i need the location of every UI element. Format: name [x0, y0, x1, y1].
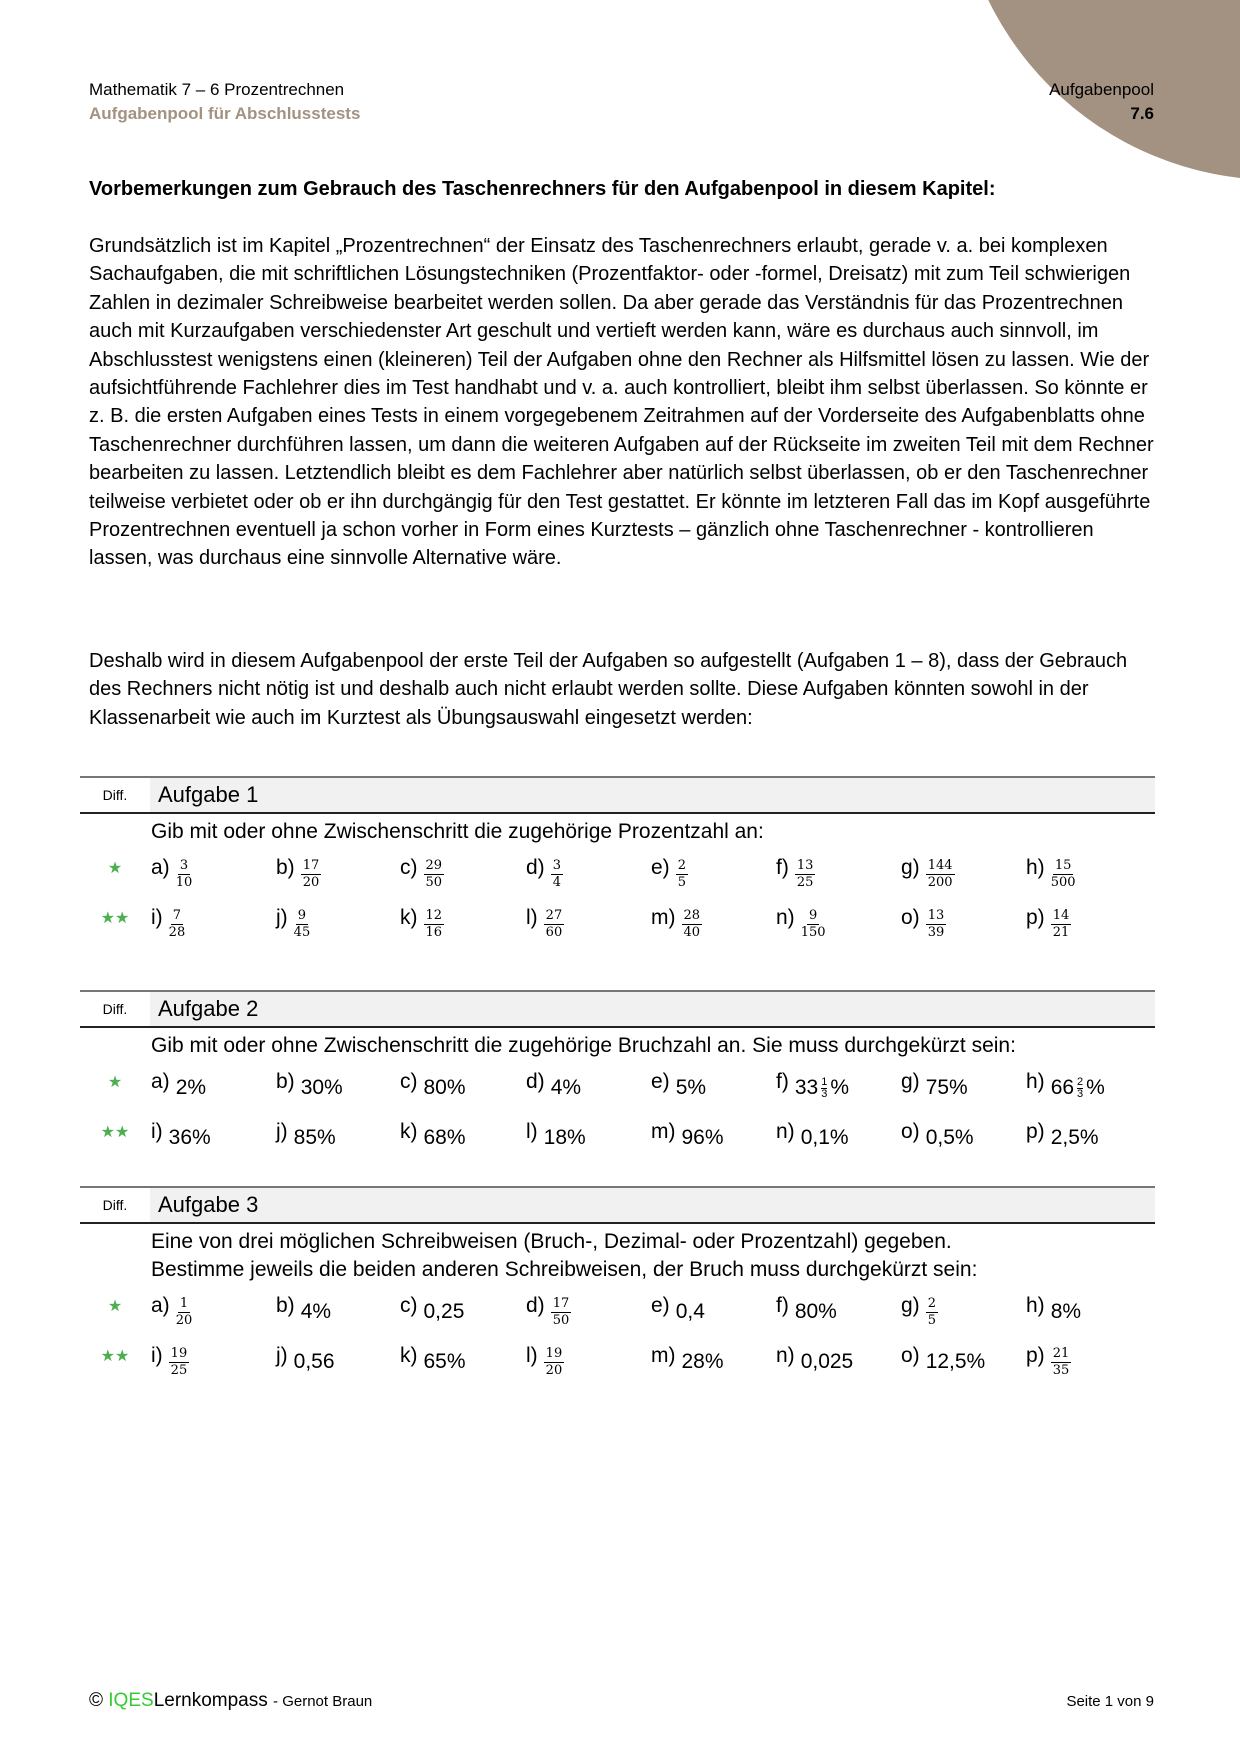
- header-right: [1049, 78, 1154, 126]
- numerator: 13: [796, 858, 814, 873]
- fraction: [544, 908, 565, 941]
- item-label: b): [276, 1070, 295, 1093]
- item-value: 0,4: [675, 1300, 705, 1323]
- item-value: 0,5%: [925, 1126, 974, 1149]
- item-value: 65%: [423, 1350, 466, 1373]
- page-number: Seite 1 von 9: [1066, 1693, 1154, 1710]
- footer-separator: -: [273, 1693, 283, 1710]
- denominator: 20: [545, 1363, 563, 1378]
- exercise-item: [276, 1120, 336, 1150]
- fraction: [795, 858, 816, 891]
- denominator: 500: [1050, 875, 1076, 890]
- numerator: 19: [545, 1346, 563, 1361]
- item-value: 85%: [293, 1126, 336, 1149]
- exercise-item: [400, 1294, 464, 1324]
- item-label: h): [1026, 1294, 1045, 1317]
- item-label: l): [526, 1120, 538, 1143]
- exercise-item: [901, 1344, 985, 1374]
- denominator: 21: [1052, 925, 1070, 940]
- exercise-item: [276, 1070, 343, 1100]
- numerator: 7: [172, 908, 182, 923]
- task-header: [80, 990, 1155, 1028]
- denominator: 50: [425, 875, 443, 890]
- item-label: m): [651, 1344, 676, 1367]
- percent-sign: %: [830, 1076, 849, 1099]
- denominator: 10: [175, 875, 193, 890]
- exercise-item: [400, 856, 444, 891]
- task-header: [80, 1186, 1155, 1224]
- fraction: [801, 908, 826, 941]
- footer-author: Gernot Braun: [282, 1693, 373, 1710]
- exercise-row-hard: [80, 906, 1155, 956]
- one-star-icon: ★: [107, 1074, 123, 1091]
- difficulty-label: Diff.: [102, 787, 128, 803]
- item-value: 4%: [300, 1300, 332, 1323]
- item-label: m): [651, 906, 676, 929]
- document-subtitle: Aufgabenpool für Abschlusstests: [89, 104, 361, 123]
- fraction: [1051, 1346, 1072, 1379]
- item-label: b): [276, 1294, 295, 1317]
- denominator: 200: [927, 875, 953, 890]
- exercise-item: [651, 856, 688, 891]
- mixed-whole: 66: [1050, 1076, 1075, 1099]
- fraction: [682, 908, 703, 941]
- item-label: o): [901, 1344, 920, 1367]
- item-label: e): [651, 1070, 670, 1093]
- task-title: Aufgabe 1: [150, 778, 1155, 812]
- brand-iqes: IQES: [108, 1690, 154, 1711]
- numerator: 13: [927, 908, 945, 923]
- item-value: 2,5%: [1050, 1126, 1099, 1149]
- numerator: 19: [170, 1346, 188, 1361]
- exercise-item: [526, 1294, 571, 1329]
- item-label: o): [901, 906, 920, 929]
- mixed-whole: 33: [794, 1076, 819, 1099]
- item-label: n): [776, 1120, 795, 1143]
- mixed-number: [795, 1076, 849, 1100]
- task-1: [80, 776, 1155, 956]
- fraction: [551, 858, 563, 891]
- item-label: i): [151, 1120, 163, 1143]
- exercise-item: [276, 1344, 335, 1374]
- exercise-item: [1026, 1070, 1105, 1100]
- fraction: [1051, 908, 1072, 941]
- numerator: 17: [552, 1296, 570, 1311]
- item-label: p): [1026, 1344, 1045, 1367]
- item-value: 96%: [681, 1126, 724, 1149]
- fraction: [176, 1296, 193, 1329]
- section-label: Aufgabenpool: [1049, 80, 1154, 99]
- task-description-2: Bestimme jeweils die beiden anderen Schreibweisen, der Bruch muss durchgekürzt sein:: [151, 1258, 978, 1281]
- numerator: 9: [808, 908, 818, 923]
- mixed-number: [1051, 1076, 1105, 1100]
- exercise-item: [151, 1120, 211, 1150]
- exercise-item: [1026, 856, 1076, 891]
- exercise-item: [526, 906, 564, 941]
- item-label: m): [651, 1120, 676, 1143]
- denominator: 150: [800, 925, 826, 940]
- exercise-item: [151, 856, 192, 891]
- item-label: f): [776, 856, 789, 879]
- intro-paragraph-1: Grundsätzlich ist im Kapitel „Prozentrechnen“ der Einsatz des Taschenrechners erlaubt, gerade v. a. bei komplexen Sachaufgaben, die mit schriftlichen Lösungstechniken (Prozentfaktor- oder -formel, Dreisatz) mit zum Teil schwierigen Zahlen in dezimaler Schreibweise bearbeitet werden sollen. Da aber gerade das Verständnis für das Prozentrechnen auch mit Kurzaufgaben verschiedenster Art geschult und vertieft werden kann, wäre es durchaus auch sinnvoll, im Abschlusstest wenigstens einen (kleineren) Teil der Aufgaben ohne den Rechner als Hilfsmittel lösen zu lassen. Wie der aufsichtführende Fachlehrer dies im Test handhabt und v. a. auch kontrolliert, bleibt ihm selbst überlassen. So könnte er z. B. die ersten Aufgaben eines Tests in einem vorgegebenem Zeitrahmen auf der Vorderseite des Aufgabenblatts ohne Taschenrechner durchführen lassen, um dann die weiteren Aufgaben auf der Rückseite im zweiten Teil mit dem Rechner bearbeiten zu lassen. Letztendlich bleibt es dem Fachlehrer aber natürlich selbst überlassen, ob er den Taschenrechner teilweise verbietet oder ob er ihn durchgängig für den Test gestattet. Er könnte im letzteren Fall das im Kopf ausgeführte Prozentrechnen eventuell ja schon vorher in Form eines Kurztests – gänzlich ohne Taschenrechner - kontrollieren lassen, was durchaus eine sinnvolle Alternative wäre.: [89, 235, 1154, 570]
- numerator: 12: [425, 908, 443, 923]
- one-star-icon: ★: [107, 860, 123, 877]
- item-value: 0,25: [423, 1300, 465, 1323]
- denominator: 60: [545, 925, 563, 940]
- exercise-item: [776, 1294, 837, 1324]
- item-label: a): [151, 1070, 170, 1093]
- exercise-item: [776, 1120, 849, 1150]
- item-value: 80%: [794, 1300, 837, 1323]
- exercise-item: [151, 1294, 192, 1329]
- item-value: 0,56: [293, 1350, 335, 1373]
- numerator: 15: [1054, 858, 1072, 873]
- exercise-item: [651, 1120, 724, 1150]
- item-label: j): [276, 906, 288, 929]
- exercise-item: [901, 1294, 938, 1329]
- exercise-item: [400, 906, 444, 941]
- exercise-row-easy: [80, 1070, 1155, 1120]
- numerator: 27: [545, 908, 563, 923]
- task-description: Gib mit oder ohne Zwischenschritt die zugehörige Prozentzahl an:: [151, 820, 764, 843]
- fraction: [551, 1296, 572, 1329]
- denominator: 3: [821, 1087, 828, 1100]
- task-3: [80, 1186, 1155, 1394]
- item-label: f): [776, 1070, 789, 1093]
- fraction: [424, 908, 445, 941]
- exercise-item: [151, 1070, 206, 1100]
- task-title: Aufgabe 3: [150, 1188, 1155, 1222]
- item-value: 4%: [550, 1076, 582, 1099]
- denominator: 25: [170, 1363, 188, 1378]
- exercise-item: [651, 1294, 705, 1324]
- fraction: [1051, 858, 1076, 891]
- exercise-item: [526, 856, 563, 891]
- item-value: 68%: [423, 1126, 466, 1149]
- denominator: 40: [683, 925, 701, 940]
- fraction: [926, 1296, 938, 1329]
- two-star-icon: ★★: [100, 1348, 130, 1365]
- one-star-icon: ★: [107, 1298, 123, 1315]
- exercise-item: [276, 906, 310, 941]
- item-value: 36%: [168, 1126, 211, 1149]
- numerator: 1: [821, 1075, 828, 1088]
- fraction: [294, 908, 311, 941]
- exercise-item: [400, 1070, 466, 1100]
- exercise-item: [776, 906, 826, 941]
- mixed-fraction: [1077, 1077, 1083, 1100]
- mixed-fraction: [821, 1077, 827, 1100]
- exercise-item: [276, 856, 321, 891]
- exercise-item: [1026, 1294, 1081, 1324]
- exercise-item: [526, 1070, 581, 1100]
- item-value: 18%: [543, 1126, 586, 1149]
- numerator: 3: [179, 858, 189, 873]
- section-number: 7.6: [1130, 104, 1154, 123]
- fraction: [169, 1346, 190, 1379]
- item-label: k): [400, 1344, 418, 1367]
- item-label: k): [400, 1120, 418, 1143]
- item-label: c): [400, 1070, 418, 1093]
- item-label: a): [151, 856, 170, 879]
- denominator: 20: [302, 875, 320, 890]
- item-label: b): [276, 856, 295, 879]
- exercise-row-hard: [80, 1344, 1155, 1394]
- denominator: 25: [796, 875, 814, 890]
- numerator: 29: [425, 858, 443, 873]
- item-label: h): [1026, 856, 1045, 879]
- difficulty-label: Diff.: [102, 1001, 128, 1017]
- exercise-item: [901, 856, 955, 891]
- exercise-item: [526, 1120, 586, 1150]
- exercise-row-hard: [80, 1120, 1155, 1170]
- exercise-row-easy: [80, 1294, 1155, 1344]
- numerator: 14: [1052, 908, 1070, 923]
- header-left: [89, 78, 360, 126]
- fraction: [301, 858, 322, 891]
- item-label: n): [776, 906, 795, 929]
- task-header: [80, 776, 1155, 814]
- exercise-item: [651, 1344, 724, 1374]
- course-title: Mathematik 7 – 6 Prozentrechnen: [89, 80, 345, 99]
- numerator: 3: [552, 858, 561, 873]
- fraction: [544, 1346, 565, 1379]
- intro-paragraph-2: Deshalb wird in diesem Aufgabenpool der erste Teil der Aufgaben so aufgestellt (Aufgaben 1 – 8), dass der Gebrauch des Rechners nicht nötig ist und deshalb auch nicht erlaubt werden sollte. Diese Aufgaben könnten sowohl in der Klassenarbeit wie auch im Kurztest als Übungsauswahl eingesetzt werden:: [89, 650, 1128, 729]
- fraction: [169, 908, 186, 941]
- exercise-item: [1026, 1120, 1099, 1150]
- item-label: g): [901, 1294, 920, 1317]
- denominator: 4: [552, 875, 561, 890]
- item-label: l): [526, 1344, 538, 1367]
- task-title: Aufgabe 2: [150, 992, 1155, 1026]
- item-label: p): [1026, 906, 1045, 929]
- fraction: [176, 858, 193, 891]
- item-value: 75%: [925, 1076, 968, 1099]
- exercise-item: [400, 1120, 466, 1150]
- item-label: l): [526, 906, 538, 929]
- numerator: 2: [1077, 1075, 1084, 1088]
- item-value: 30%: [300, 1076, 343, 1099]
- exercise-item: [151, 1344, 189, 1379]
- numerator: 9: [297, 908, 307, 923]
- percent-sign: %: [1086, 1076, 1105, 1099]
- item-label: h): [1026, 1070, 1045, 1093]
- item-value: 5%: [675, 1076, 707, 1099]
- item-label: c): [400, 856, 418, 879]
- item-label: c): [400, 1294, 418, 1317]
- item-label: d): [526, 856, 545, 879]
- exercise-item: [901, 1070, 968, 1100]
- exercise-item: [651, 1070, 706, 1100]
- denominator: 5: [677, 875, 686, 890]
- denominator: 3: [1077, 1087, 1084, 1100]
- item-label: j): [276, 1344, 288, 1367]
- item-label: g): [901, 1070, 920, 1093]
- denominator: 28: [168, 925, 186, 940]
- item-value: 2%: [175, 1076, 207, 1099]
- exercise-item: [651, 906, 702, 941]
- numerator: 17: [302, 858, 320, 873]
- item-label: i): [151, 906, 163, 929]
- numerator: 21: [1052, 1346, 1070, 1361]
- exercise-item: [1026, 906, 1071, 941]
- difficulty-label: Diff.: [102, 1197, 128, 1213]
- task-2: [80, 990, 1155, 1170]
- item-label: e): [651, 1294, 670, 1317]
- item-label: o): [901, 1120, 920, 1143]
- fraction: [676, 858, 688, 891]
- denominator: 16: [425, 925, 443, 940]
- item-label: a): [151, 1294, 170, 1317]
- footer-brand: [89, 1690, 372, 1712]
- numerator: 2: [927, 1296, 936, 1311]
- denominator: 39: [927, 925, 945, 940]
- fraction: [926, 858, 955, 891]
- item-label: i): [151, 1344, 163, 1367]
- item-value: 28%: [681, 1350, 724, 1373]
- numerator: 144: [927, 858, 953, 873]
- item-label: j): [276, 1120, 288, 1143]
- numerator: 2: [677, 858, 686, 873]
- copyright-icon: ©: [89, 1690, 103, 1711]
- numerator: 28: [683, 908, 701, 923]
- item-value: 0,025: [800, 1350, 854, 1373]
- two-star-icon: ★★: [100, 1124, 130, 1141]
- denominator: 50: [552, 1313, 570, 1328]
- exercise-item: [151, 906, 185, 941]
- task-description: Gib mit oder ohne Zwischenschritt die zugehörige Bruchzahl an. Sie muss durchgekürzt sein:: [151, 1034, 1016, 1057]
- exercise-item: [776, 1070, 849, 1100]
- fraction: [424, 858, 445, 891]
- exercise-item: [526, 1344, 564, 1379]
- exercise-item: [1026, 1344, 1071, 1379]
- brand-lernkompass: Lernkompass: [153, 1690, 268, 1711]
- item-label: d): [526, 1294, 545, 1317]
- item-label: d): [526, 1070, 545, 1093]
- item-label: n): [776, 1344, 795, 1367]
- item-label: e): [651, 856, 670, 879]
- item-value: 12,5%: [925, 1350, 986, 1373]
- exercise-item: [276, 1294, 331, 1324]
- denominator: 45: [293, 925, 311, 940]
- numerator: 1: [179, 1296, 189, 1311]
- intro-title: Vorbemerkungen zum Gebrauch des Taschenrechners für den Aufgabenpool in diesem Kapitel:: [89, 178, 996, 200]
- item-value: 8%: [1050, 1300, 1082, 1323]
- exercise-item: [400, 1344, 466, 1374]
- item-value: 0,1%: [800, 1126, 849, 1149]
- item-label: f): [776, 1294, 789, 1317]
- two-star-icon: ★★: [100, 910, 130, 927]
- exercise-item: [776, 1344, 853, 1374]
- item-label: k): [400, 906, 418, 929]
- exercise-item: [901, 1120, 974, 1150]
- item-label: p): [1026, 1120, 1045, 1143]
- item-label: g): [901, 856, 920, 879]
- task-description: Eine von drei möglichen Schreibweisen (Bruch-, Dezimal- oder Prozentzahl) gegeben.: [151, 1230, 952, 1253]
- fraction: [926, 908, 947, 941]
- exercise-row-easy: [80, 856, 1155, 906]
- denominator: 20: [175, 1313, 193, 1328]
- denominator: 5: [927, 1313, 936, 1328]
- exercise-item: [776, 856, 815, 891]
- denominator: 35: [1052, 1363, 1070, 1378]
- item-value: 80%: [423, 1076, 466, 1099]
- exercise-item: [901, 906, 946, 941]
